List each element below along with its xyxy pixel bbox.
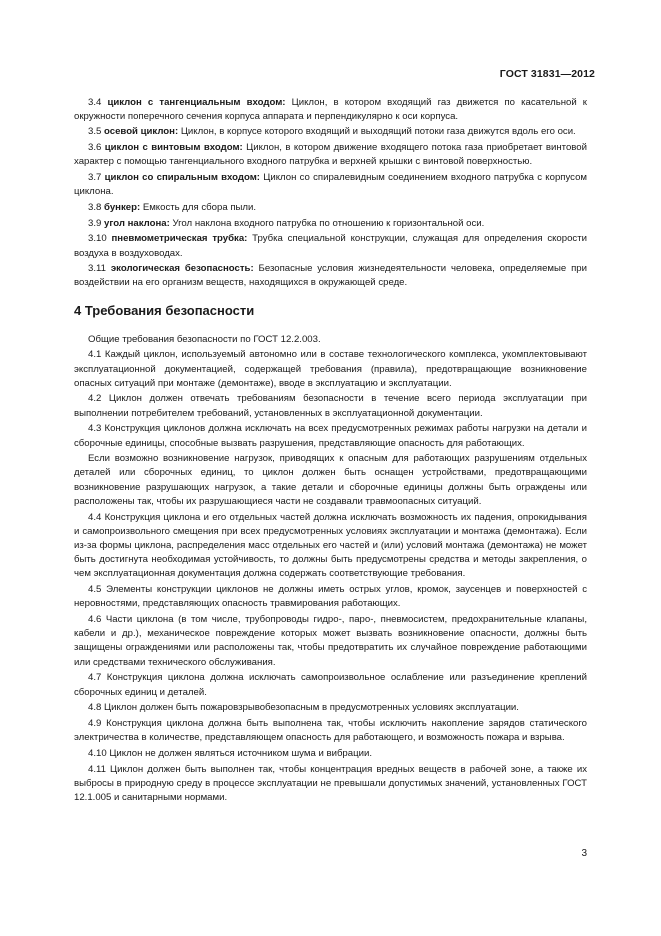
definition-text: Трубка специальной конструкции, служащая для определения скорости воздуха в воздуховодах. [74,233,587,259]
section-intro: Общие требования безопасности по ГОСТ 12.2.003. [88,333,321,345]
section-heading: 4 Требования безопасности [74,302,255,318]
definition-number: 3.8 [88,201,102,213]
definition-term: циклон с винтовым входом: [104,142,243,154]
definition-item [74,217,587,231]
definition-item [74,171,587,199]
page-content [74,94,587,805]
definition-text: Угол наклона входного патрубка по отношению к горизонтальной оси. [172,217,485,229]
definition-item [74,96,587,124]
definition-text: Циклон, в котором входящий газ движется по касательной к окружности поперечного сечения корпуса аппарата и перпендикулярно к оси корпуса. [74,96,587,122]
definition-text: Циклон, в корпусе которого входящий и выходящий потоки газа движутся вдоль его оси. [180,126,576,138]
definition-number: 3.9 [88,217,102,229]
section-paragraph: 4.7 Конструкция циклона должна исключать самопроизвольное ослабление или разъединение креплений сборочных единиц и деталей. [74,672,587,698]
definition-item [74,232,587,260]
section-paragraph: 4.2 Циклон должен отвечать требованиям безопасности в течение всего периода эксплуатации при выполнении потребителем требований, установленных в эксплуатационной документации. [74,393,587,419]
definition-number: 3.5 [88,126,102,138]
section-paragraph: 4.10 Циклон не должен являться источником шума и вибрации. [88,747,372,759]
definition-item [74,262,587,290]
section-paragraph: 4.4 Конструкция циклона и его отдельных частей должна исключать возможность их падения, опрокидывания и самопроизвольного смещения при всех предусмотренных условиях эксплуатации и монтажа (демонтажа). Если из-за формы циклона, распределения масс отдельных его частей и (или) условий монтажа (демонтажа) не может быть достигнута необходимая устойчивость, то должны быть предусмотрены средства и методы закрепления, о чем эксплуатационная документация должна содержать соответствующие требования. [74,511,587,580]
definition-text: Емкость для сбора пыли. [142,201,257,213]
definition-term: циклон со спиральным входом: [104,172,261,184]
definition-term: экологическая безопасность: [110,263,254,275]
page-number: 3 [581,848,587,859]
definition-number: 3.7 [88,172,102,184]
definition-item [74,125,587,139]
definition-text: Циклон со спиралевидным соединением входного патрубка с корпусом циклона. [74,172,587,198]
section-paragraph: 4.8 Циклон должен быть пожаровзрывобезопасным в предусмотренных условиях эксплуатации. [88,702,519,714]
definitions-list [74,96,587,291]
definition-term: угол наклона: [104,217,170,229]
section-paragraph: 4.6 Части циклона (в том числе, трубопроводы гидро-, паро-, пневмосистем, предохранительные клапаны, кабели и др.), механическое повреждение которых может вызвать возникновение опасности, должны быть защищены ограждениями или расположены так, чтобы предотвратить их случайное повреждение работающими или средствами технического обслуживания. [74,614,587,668]
definition-number: 3.4 [88,96,102,108]
section-paragraphs [74,348,587,805]
definition-number: 3.10 [88,233,107,245]
section-paragraph: 4.3 Конструкция циклонов должна исключать на всех предусмотренных режимах работы нагрузки на детали и сборочные единицы, способные вызвать разрушения, представляющие опасность для работающих. [74,423,587,449]
definition-term: бункер: [104,201,141,213]
definition-term: циклон с тангенциальным входом: [107,96,286,108]
definition-number: 3.6 [88,142,102,154]
section-paragraph: 4.5 Элементы конструкции циклонов не должны иметь острых углов, кромок, заусенцев и поверхностей с неровностями, представляющих опасность травмирования работающих. [74,584,587,610]
definition-item [74,141,587,169]
section-paragraph: Если возможно возникновение нагрузок, приводящих к опасным для работающих разрушениям отдельных деталей или сборочных единиц, то циклон должен быть оснащен устройствами, предотвращающими возникновение разрушающих нагрузок, а такие детали и сборочные единицы должны быть ограждены или расположены так, чтобы их разрушающиеся части не создавали травмоопасных ситуаций. [74,453,587,507]
section-paragraph: 4.11 Циклон должен быть выполнен так, чтобы концентрация вредных веществ в рабочей зоне, а также их выбросы в природную среду в процессе эксплуатации не превышали допустимых значений, установленных ГОСТ 12.1.005 и санитарными нормами. [74,763,587,803]
definition-text: Циклон, в котором движение входящего потока газа приобретает винтовой характер с помощью тангенциального входного патрубка и верхней крышки с винтовой поверхностью. [74,142,587,168]
document-code: ГОСТ 31831—2012 [499,68,595,80]
definition-item [74,201,587,215]
section-paragraph: 4.9 Конструкция циклона должна быть выполнена так, чтобы исключить накопление зарядов статического электричества в количестве, представляющем опасность для работающего, и возможность пожара и взрыва. [74,717,587,744]
section-paragraph: 4.1 Каждый циклон, используемый автономно или в составе технологического комплекса, укомплектовывают эксплуатационной документацией, содержащей требования (правила), предотвращающие возникновение опасных ситуаций при монтаже (демонтаже), вводе в эксплуатацию и эксплуатации. [74,349,587,389]
definition-term: осевой циклон: [104,126,179,138]
definition-number: 3.11 [88,263,106,275]
definition-term: пневмометрическая трубка: [111,233,248,245]
definition-text: Безопасные условия жизнедеятельности человека, определяемые при воздействии на его организм веществ, находящихся в окружающей среде. [74,263,587,289]
